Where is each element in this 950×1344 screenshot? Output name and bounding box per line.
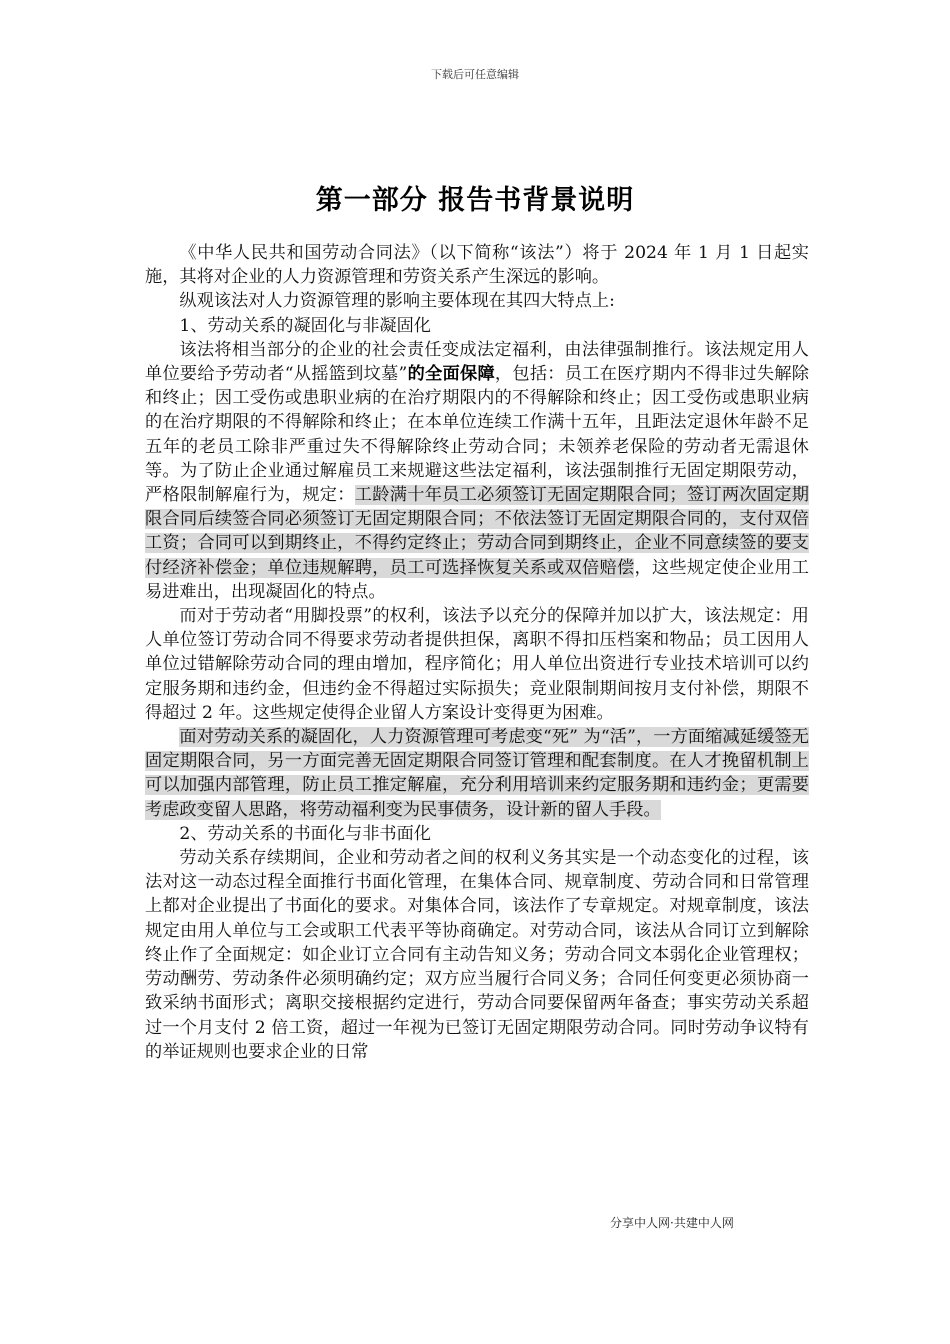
- paragraph-overview: 纵观该法对人力资源管理的影响主要体现在其四大特点上:: [179, 291, 615, 312]
- highlighted-text-run: 面对劳动关系的凝固化，人力资源管理可考虑变“死” 为“活”，一方面缩减延缓签无固定期限合同，另一方面完善无固定期限合同签订管理和配套制度。在人才挽留机制上可以加强内部管理，防止员工推定解雇，充分利用培训来约定服务期和违约金；更需要考虑政变留人思路，将劳动福利变为民事债务，设计新的留人手段。: [145, 727, 809, 820]
- footer-note: 分享中人网·共建中人网: [610, 1216, 734, 1230]
- section-heading-1: 1、劳动关系的凝固化与非凝固化: [179, 315, 431, 336]
- bold-text-run: 的全面保障: [407, 364, 495, 385]
- paragraph-written-form: 劳动关系存续期间，企业和劳动者之间的权利义务其实是一个动态变化的过程，该法对这一动态过程全面推行书面化管理，在集体合同、规章制度、劳动合同和日常管理上都对企业提出了书面化的要求。对集体合同，该法作了专章规定。对规章制度，该法规定由用人单位与工会或职工代表平等协商确定。对劳动合同，该法从合同订立到解除终止作了全面规定：如企业订立合同有主动告知义务；劳动合同文本弱化企业管理权；劳动酬劳、劳动条件必须明确约定；双方应当履行合同义务；合同任何变更必须协商一致采纳书面形式；离职交接根据约定进行，劳动合同要保留两年备查；事实劳动关系超过一个月支付 2 倍工资，超过一年视为已签订无固定期限劳动合同。同时劳动争议特有的举证规则也要求企业的日常: [145, 848, 809, 1062]
- page-title: 第一部分 报告书背景说明: [315, 185, 635, 216]
- section-heading-2: 2、劳动关系的书面化与非书面化: [179, 823, 431, 844]
- highlighted-text-run: 工龄满十年员工必须签订无固定期限合同；签订两次固定期限合同后续签合同必须签订无固定期限合同；不依法签订无固定期限合同的，支付双倍工资；合同可以到期终止，不得约定终止；劳动合同到期终止，企业不同意续签的要支付经济补偿金；单位违规解聘，员工可选择恢复关系或双倍赔偿: [145, 485, 809, 578]
- paragraph-solidification: [145, 338, 809, 604]
- text-run: 该法将相当部分的企业的社会责任变成法定福利，由法律强制推行。该法规定用人单位要给予劳动者“从摇篮到坟墓”: [145, 339, 809, 385]
- text-run: ，这些规定使企业用工易进难出，出现凝固化的特点。: [145, 557, 809, 602]
- text-run: ，包括：员工在医疗期内不得非过失解除和终止；因工受伤或患职业病的在治疗期限内的不得解除和终止；因工受伤或患职业病的在治疗期限的不得解除和终止；在本单位连续工作满十五年，且距法定退休年龄不足五年的老员工除非严重过失不得解除终止劳动合同；未领养老保险的劳动者无需退休等。为了防止企业通过解雇员工来规避这些法定福利，该法强制推行无固定期限劳动，严格限制解雇行为，规定：: [145, 364, 809, 506]
- paragraph-worker-rights: 而对于劳动者“用脚投票”的权利，该法予以充分的保障并加以扩大，该法规定：用人单位签订劳动合同不得要求劳动者提供担保，离职不得扣压档案和物品；员工因用人单位过错解除劳动合同的理由增加，程序简化；用人单位出资进行专业技术培训可以约定服务期和违约金，但违约金不得超过实际损失；竞业限制期间按月支付补偿，期限不得超过 2 年。这些规定使得企业留人方案设计变得更为困难。: [145, 606, 809, 723]
- document-body: [145, 241, 809, 1064]
- header-note: 下载后可任意编辑: [431, 68, 519, 81]
- paragraph-hr-response: [145, 725, 809, 822]
- paragraph-intro: 《中华人民共和国劳动合同法》（以下简称“该法”）将于 2024 年 1 月 1 日起实施，其将对企业的人力资源管理和劳资关系产生深远的影响。: [145, 243, 809, 288]
